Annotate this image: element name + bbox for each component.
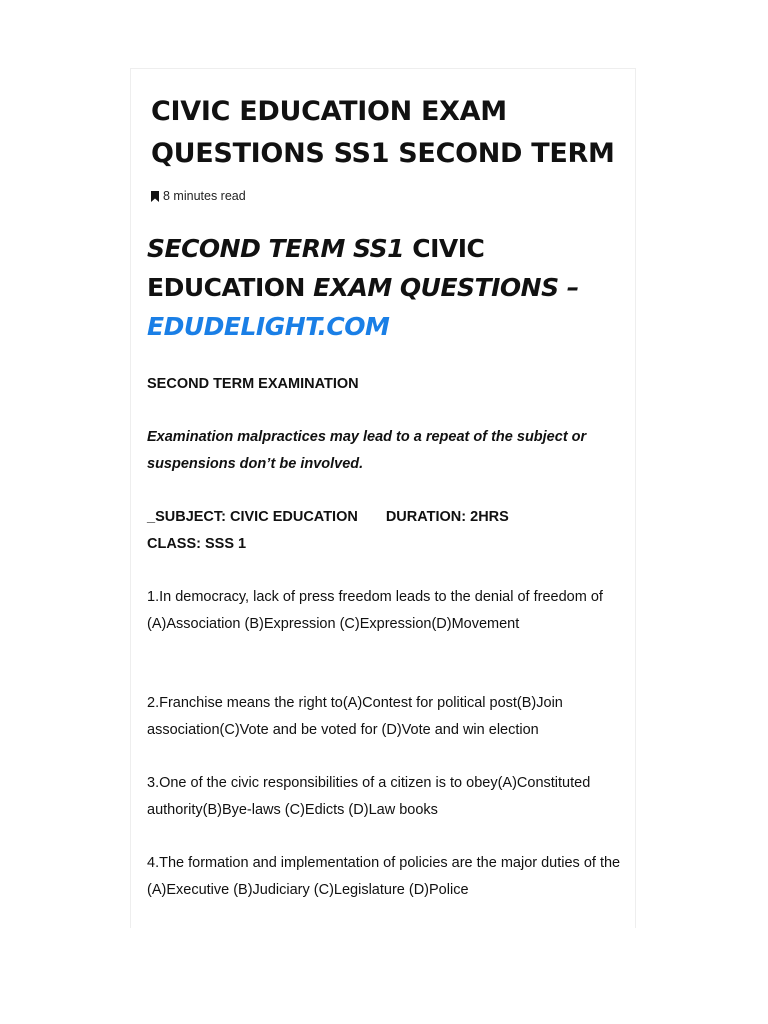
underscore-mark: _ bbox=[147, 509, 156, 525]
article-title: CIVIC EDUCATION EXAM QUESTIONS SS1 SECOND TERM bbox=[151, 96, 615, 169]
edudelight-link[interactable]: EDUDELIGHT.COM bbox=[147, 312, 390, 341]
article-card bbox=[130, 68, 636, 928]
heading-part-3: EXAM QUESTIONS – bbox=[313, 273, 579, 302]
heading-part-2: CIVIC EDUCATION bbox=[147, 234, 485, 302]
question-3: 3.One of the civic responsibilities of a citizen is to obey(A)Constituted authority(B)Bye-laws (C)Edicts (D)Law books bbox=[147, 775, 591, 818]
exam-label: SECOND TERM EXAMINATION bbox=[147, 376, 359, 392]
article-heading bbox=[147, 229, 627, 346]
question-2: 2.Franchise means the right to(A)Contest for political post(B)Join association(C)Vote and be voted for (D)Vote and win election bbox=[147, 695, 563, 738]
question-4: 4.The formation and implementation of policies are the major duties of the (A)Executive (B)Judiciary (C)Legislature (D)Police bbox=[147, 855, 621, 898]
bookmark-icon bbox=[151, 191, 159, 202]
read-time bbox=[151, 189, 246, 203]
heading-part-1: SECOND TERM SS1 bbox=[147, 234, 405, 263]
malpractice-warning: Examination malpractices may lead to a repeat of the subject or suspensions don’t be involved. bbox=[147, 429, 587, 472]
read-time-label: 8 minutes read bbox=[163, 189, 246, 203]
subject-label: SUBJECT: CIVIC EDUCATION bbox=[155, 509, 358, 525]
exam-details bbox=[147, 504, 627, 558]
class-label: CLASS: SSS 1 bbox=[147, 536, 247, 552]
duration-label: DURATION: 2HRS bbox=[385, 509, 509, 525]
question-1: 1.In democracy, lack of press freedom leads to the denial of freedom of (A)Association (B)Expression (C)Expression(D)Movement bbox=[147, 589, 603, 632]
